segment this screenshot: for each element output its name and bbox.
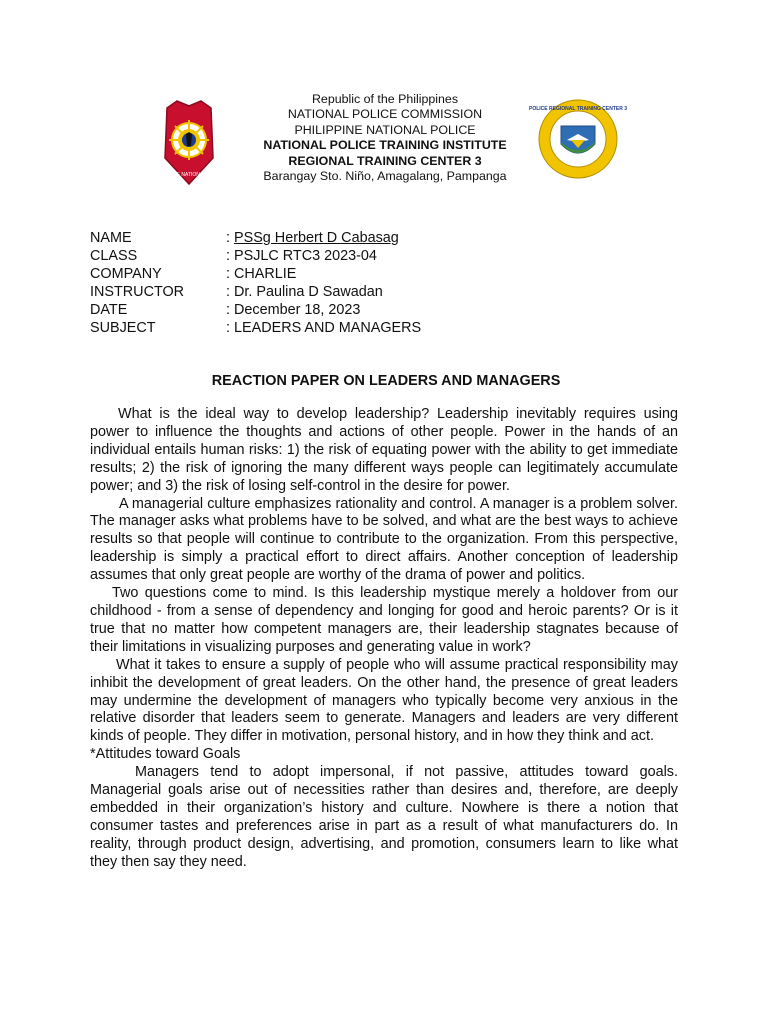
svg-text:POLICE REGIONAL TRAINING CENTE: POLICE REGIONAL TRAINING CENTER 3 [529,106,627,112]
paragraph-3: Two questions come to mind. Is this leadership mystique merely a holdover from our childhood - from a sense of dependency and longing for good and heroic parents? Or is it true that no matter how competent managers are, their leadership stagnates because of their limitations in visualizing purposes and generating value in work? [90,585,678,655]
paragraph-2: A managerial culture emphasizes rationality and control. A manager is a problem solver. The manager asks what problems have to be solved, and what are the best ways to achieve results so that people will continue to contribute to the organization. From this perspective, leadership is simply a practical effort to direct affairs. Another conception of leadership assumes that only great people are worthy of the drama of power and politics. [90,495,678,584]
name-value: PSSg Herbert D Cabasag [234,230,399,246]
company-value: : CHARLIE [226,266,297,282]
name-value-wrap [226,229,399,247]
letterhead [200,92,570,184]
colon: : [226,230,234,246]
paragraph-1: What is the ideal way to develop leadership? Leadership inevitably requires using power to influence the thoughts and actions of other people. Power in the hands of an individual entails human risks: 1) the risk of equating power with the ability to get immediate results; 2) the risk of ignoring the many different ways people can legitimately accumulate power; and 3) the risk of losing self-control in the desire for power. [90,406,678,494]
instructor-label: INSTRUCTOR [90,284,185,300]
class-value: : PSJLC RTC3 2023-04 [226,248,377,264]
svg-text:PHILIPPINE NATIONAL POLICE: PHILIPPINE NATIONAL POLICE [152,172,226,178]
instructor-value: : Dr. Paulina D Sawadan [226,284,383,300]
name-label: NAME [90,230,132,246]
npti-line: NATIONAL POLICE TRAINING INSTITUTE [263,138,507,153]
subject-label: SUBJECT [90,320,156,336]
paragraph-5: Managers tend to adopt impersonal, if not passive, attitudes toward goals. Managerial goals arise out of necessities rather than desires and, therefore, are deeply embedded in their organization’s history and culture. Nowhere is there a notion that consumer tastes and preferences arise in part as a result of what manufacturers do. In reality, through product design, advertising, and promotion, consumers learn to like what they then say they need. [90,764,678,870]
paper-body [90,406,678,872]
napolcom-line: NATIONAL POLICE COMMISSION [287,107,483,122]
rtc3-line: REGIONAL TRAINING CENTER 3 [288,153,482,168]
date-value: : December 18, 2023 [226,302,361,318]
section-heading-goals: *Attitudes toward Goals [90,746,241,763]
paper-title: REACTION PAPER ON LEADERS AND MANAGERS [211,373,561,389]
paragraph-4: What it takes to ensure a supply of people who will assume practical responsibility may inhibit the development of great leaders. On the other hand, the presence of great leaders may undermine the development of managers who typically become very anxious in the relative disorder that leaders seem to generate. Managers and leaders are very different kinds of people. They differ in motivation, personal history, and in how they think and act. [90,656,678,745]
pnp-line: PHILIPPINE NATIONAL POLICE [294,122,476,137]
subject-value: : LEADERS AND MANAGERS [226,320,422,336]
class-label: CLASS [90,248,138,264]
company-label: COMPANY [90,266,162,282]
republic-line: Republic of the Philippines [311,92,459,106]
date-label: DATE [90,302,128,318]
address-line: Barangay Sto. Niño, Amagalang, Pampanga [263,169,507,184]
